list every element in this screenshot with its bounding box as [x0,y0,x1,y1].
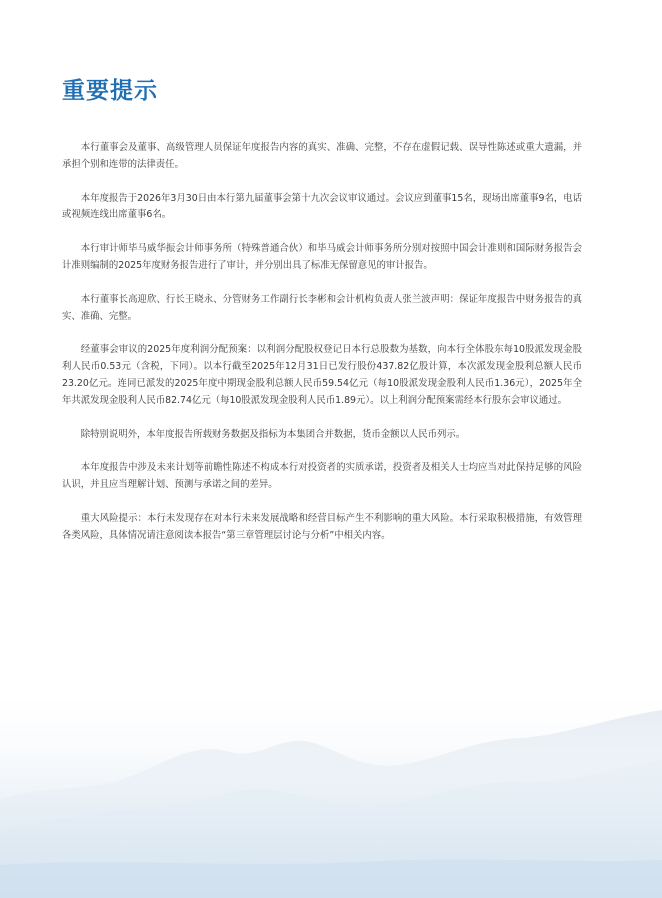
water-reflection [0,860,662,898]
paragraph-responsibility: 本行董事会及董事、高级管理人员保证年度报告内容的真实、准确、完整，不存在虚假记载、误导性陈述或重大遗漏，并承担个别和连带的法律责任。 [62,142,582,170]
mountain-mist-decoration [0,680,662,898]
paragraph-board-approval: 本年度报告于2026年3月30日由本行第九届董事会第十九次会议审议通过。会议应到董事15名，现场出席董事9名，电话或视频连线出席董事6名。 [62,192,582,221]
paragraph-risk-warning: 重大风险提示：本行未发现存在对本行未来发展战略和经营目标产生不利影响的重大风险。本行采取积极措施，有效管理各类风险，具体情况请注意阅读本报告“第三章管理层讨论与分析”中相关内容。 [62,512,582,541]
paragraph-forward-looking: 本年度报告中涉及未来计划等前瞻性陈述不构成本行对投资者的实质承诺，投资者及相关人士均应当对此保持足够的风险认识，并且应当理解计划、预测与承诺之间的差异。 [62,462,582,491]
paragraph-data-scope: 除特别说明外，本年度报告所载财务数据及指标为本集团合并数据，货币金额以人民币列示。 [80,428,466,440]
paragraph-profit-distribution: 经董事会审议的2025年度利润分配预案：以利润分配股权登记日本行总股数为基数，向本行全体股东每10股派发现金股利人民币0.53元（含税，下同）。以本行截至2025年12月31日已发行股份437.82亿股计算，本次派发现金股利总额人民币23.20亿元。连同已派发的2025年度中期现金股利总额人民币59.54亿元（每10股派发现金股利人民币1.36元），2025年全年共派发现金股利人民币82.74亿元（每10股派发现金股利人民币1.89元）。以上利润分配预案需经本行股东会审议通过。 [62,344,582,406]
notice-body [62,140,582,562]
paragraph-auditor: 本行审计师毕马威华振会计师事务所（特殊普通合伙）和毕马威会计师事务所分别对按照中国会计准则和国际财务报告会计准则编制的2025年度财务报告进行了审计，并分别出具了标准无保留意见的审计报告。 [62,243,582,271]
paragraph-executive-statement: 本行董事长高迎欣、行长王晓永、分管财务工作副行长李彬和会计机构负责人张兰波声明：保证年度报告中财务报告的真实、准确、完整。 [62,293,582,322]
page-title: 重要提示 [62,78,158,104]
